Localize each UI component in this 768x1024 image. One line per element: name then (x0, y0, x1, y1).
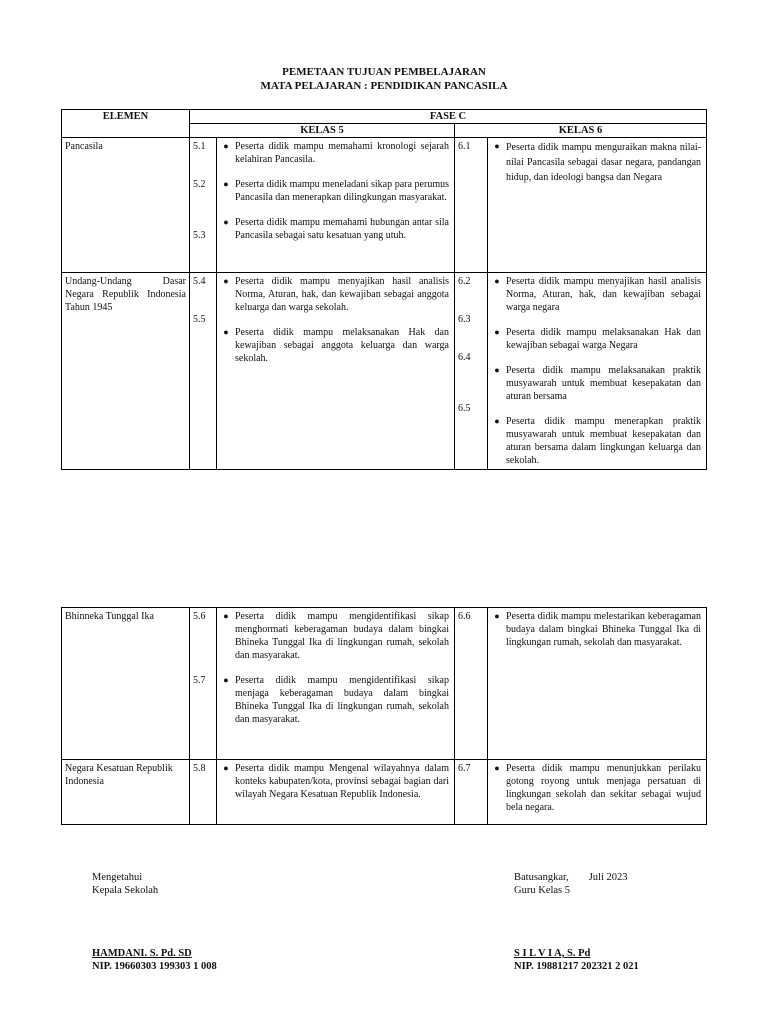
bullet-icon: ● (494, 416, 500, 426)
table-row (62, 608, 707, 760)
list-item: ● Peserta didik mampu melaksanakan praktik musyawarah untuk membuat kesepakatan dan aturan bersama (488, 364, 701, 403)
kelas5-objectives-cell (217, 608, 455, 760)
table-row (62, 273, 707, 470)
bullet-icon: ● (223, 327, 229, 337)
teacher-name: S I L V I A, S. Pd (514, 948, 591, 959)
list-item: ● Peserta didik mampu melaksanakan Hak dan kewajiban sebagai anggota keluarga dan warga sekolah. (217, 326, 449, 365)
kelas6-code-cell (455, 608, 488, 760)
header-elemen: ELEMEN (62, 110, 190, 138)
elemen-cell: Bhinneka Tunggal Ika (62, 608, 190, 760)
bullet-icon: ● (223, 217, 229, 227)
bullet-icon: ● (223, 763, 229, 773)
tp-code: 5.2 (193, 179, 206, 190)
list-item: ● Peserta didik mampu menguraikan makna nilai-nilai Pancasila sebagai dasar negara, pandangan hidup, dan ideologi bangsa dan Negara (488, 140, 701, 185)
tp-code: 6.1 (458, 141, 471, 152)
kelas5-code-cell (190, 138, 217, 273)
kelas6-objectives-cell (488, 273, 707, 470)
tp-code: 6.7 (458, 763, 471, 774)
kelas5-objectives-cell (217, 273, 455, 470)
bullet-icon: ● (494, 141, 500, 151)
tp-code: 6.5 (458, 403, 471, 414)
tp-code: 6.4 (458, 352, 471, 363)
list-item: ● Peserta didik mampu menyajikan hasil analisis Norma, Aturan, hak, dan kewajiban sebagai warga negara (488, 275, 701, 314)
bullet-icon: ● (494, 327, 500, 337)
bullet-icon: ● (223, 141, 229, 151)
bullet-icon: ● (494, 611, 500, 621)
tp-code: 5.6 (193, 611, 206, 622)
tp-code: 5.4 (193, 276, 206, 287)
date: Juli 2023 (588, 872, 628, 883)
tp-code: 5.3 (193, 230, 206, 241)
list-item: ● Peserta didik mampu meneladani sikap para perumus Pancasila dan menerapkan dilingkungan masyarakat. (217, 178, 449, 204)
list-item: ● Peserta didik mampu melestarikan keberagaman budaya dalam bingkai Bhineka Tunggal Ika di lingkungan rumah, sekolah dan masyarakat. (488, 610, 701, 649)
elemen-cell: Negara Kesatuan Republik Indonesia (62, 760, 190, 825)
list-item: ● Peserta didik mampu menerapkan praktik musyawarah untuk membuat kesepakatan dan aturan bersama dalam lingkungan keluarga dan sekolah. (488, 415, 701, 467)
header-kelas5: KELAS 5 (190, 124, 455, 138)
kelas5-code-cell (190, 760, 217, 825)
list-item: ● Peserta didik mampu melaksanakan Hak dan kewajiban sebagai warga Negara (488, 326, 701, 352)
kelas6-objectives-cell (488, 608, 707, 760)
bullet-icon: ● (223, 611, 229, 621)
list-item: ● Peserta didik mampu menunjukkan perilaku gotong royong untuk menjaga persatuan di lingkungan sekolah dan sekitar sebagai wujud bela negara. (488, 762, 701, 814)
mapping-table-part-1 (61, 109, 707, 470)
bullet-icon: ● (494, 365, 500, 375)
teacher-nip: NIP. 19881217 202321 2 021 (514, 961, 639, 972)
document-title: PEMETAAN TUJUAN PEMBELAJARAN (282, 66, 486, 78)
bullet-icon: ● (494, 276, 500, 286)
list-item: ● Peserta didik mampu memahami hubungan antar sila Pancasila sebagai satu kesatuan yang utuh. (217, 216, 449, 242)
kelas6-objectives-cell (488, 760, 707, 825)
mapping-table-part-2 (61, 607, 707, 825)
bullet-icon: ● (223, 276, 229, 286)
place-date (514, 871, 628, 884)
kelas6-code-cell (455, 138, 488, 273)
kelas6-code-cell (455, 273, 488, 470)
kelas5-objectives-cell (217, 138, 455, 273)
list-item: ● Peserta didik mampu Mengenal wilayahnya dalam konteks kabupaten/kota, provinsi sebagai bagian dari wilayah Negara Kesatuan Republik Indonesia. (217, 762, 449, 801)
table-row (62, 760, 707, 825)
document-subtitle: MATA PELAJARAN : PENDIDIKAN PANCASILA (260, 80, 508, 92)
kelas5-objectives-cell (217, 760, 455, 825)
signature-right (514, 871, 628, 897)
signature-left-name-block (92, 947, 217, 973)
principal-nip: NIP. 19660303 199303 1 008 (92, 961, 217, 972)
elemen-cell: Pancasila (62, 138, 190, 273)
kelas5-code-cell (190, 273, 217, 470)
teacher-title: Guru Kelas 5 (514, 885, 570, 896)
tp-code: 5.5 (193, 314, 206, 325)
table-header-row (62, 110, 707, 124)
bullet-icon: ● (223, 179, 229, 189)
bullet-icon: ● (223, 675, 229, 685)
bullet-icon: ● (494, 763, 500, 773)
header-fase: FASE C (190, 110, 707, 124)
tp-code: 5.1 (193, 141, 206, 152)
header-kelas6: KELAS 6 (455, 124, 707, 138)
list-item: ● Peserta didik mampu memahami kronologi sejarah kelahiran Pancasila. (217, 140, 449, 166)
tp-code: 5.8 (193, 763, 206, 774)
list-item: ● Peserta didik mampu mengidentifikasi sikap menghormati keberagaman budaya dalam bingkai Bhineka Tunggal Ika di lingkungan rumah, sekolah dan masyarakat. (217, 610, 449, 662)
principal-name: HAMDANI. S. Pd. SD (92, 948, 192, 959)
tp-code: 6.2 (458, 276, 471, 287)
principal-title: Kepala Sekolah (92, 885, 159, 896)
list-item: ● Peserta didik mampu mengidentifikasi sikap menjaga keberagaman budaya dalam bingkai Bhineka Tunggal Ika di lingkungan rumah, sekolah dan masyarakat. (217, 674, 449, 726)
list-item: ● Peserta didik mampu menyajikan hasil analisis Norma, Aturan, hak, dan kewajiban sebagai anggota keluarga dan warga sekolah. (217, 275, 449, 314)
signature-right-name-block (514, 947, 639, 973)
kelas5-code-cell (190, 608, 217, 760)
elemen-cell: Undang-Undang Dasar Negara Republik Indonesia Tahun 1945 (62, 273, 190, 470)
approval-label: Mengetahui (92, 872, 143, 883)
kelas6-objectives-cell (488, 138, 707, 273)
tp-code: 5.7 (193, 675, 206, 686)
kelas6-code-cell (455, 760, 488, 825)
tp-code: 6.6 (458, 611, 471, 622)
table-row (62, 138, 707, 273)
signature-left (92, 871, 158, 897)
tp-code: 6.3 (458, 314, 471, 325)
place: Batusangkar, (514, 872, 569, 883)
